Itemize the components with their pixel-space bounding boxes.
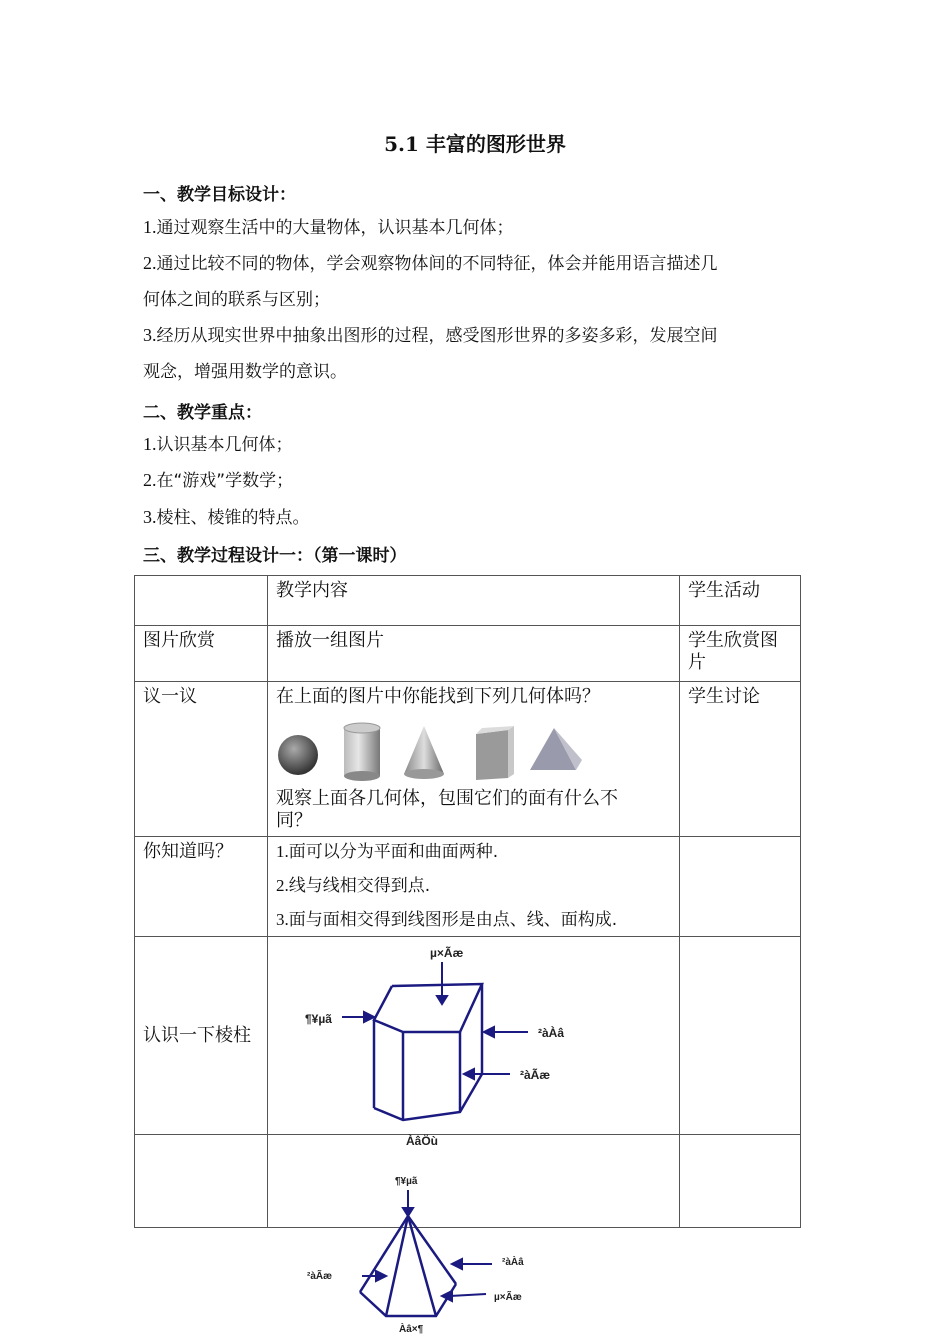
cylinder-shape (344, 723, 380, 781)
section-heading-keypoints: 二、教学重点： (143, 403, 262, 423)
fact-line-1: 1.面可以分为平面和曲面两种. (276, 842, 499, 862)
table-row (135, 837, 801, 937)
pyramid-diagram (300, 1180, 560, 1330)
table-header-row (135, 576, 801, 626)
solids-illustration (276, 720, 596, 784)
table-cell: 认识一下棱柱 (135, 937, 268, 1135)
question-text-2: 观察上面各几何体，包围它们的面有什么不 同？ (276, 788, 618, 831)
goal-item-1: 1.通过观察生活中的大量物体，认识基本几何体； (143, 217, 514, 238)
pyramid-label-bottom: Àâ×¶ (399, 1324, 424, 1335)
table-cell (680, 1135, 801, 1228)
table-header-activity: 学生活动 (680, 576, 801, 626)
table-cell: 图片欣赏 (135, 626, 268, 682)
fact-line-3: 3.面与面相交得到线图形是由点、线、面构成. (276, 910, 618, 930)
table-cell (680, 837, 801, 937)
prism-label-left: ¶¥µã (305, 1012, 332, 1026)
sphere-shape (278, 735, 318, 775)
table-cell: 议一议 (135, 682, 268, 837)
cuboid-shape (476, 726, 514, 780)
table-cell (135, 1135, 268, 1228)
table-cell (680, 937, 801, 1135)
table-cell (268, 837, 680, 937)
keypoint-item-1: 1.认识基本几何体； (143, 434, 293, 455)
question-text: 在上面的图片中你能找到下列几何体吗？ (276, 686, 600, 707)
cone-shape (404, 726, 444, 779)
table-cell: 你知道吗？ (135, 837, 268, 937)
document-title: 5.1 丰富的图形世界 (384, 132, 566, 156)
prism-label-right2: ²àÃæ (520, 1068, 551, 1082)
table-cell: 学生欣赏图 片 (680, 626, 801, 682)
table-row (135, 626, 801, 682)
goal-item-2: 2.通过比较不同的物体，学会观察物体间的不同特征，体会并能用语言描述几 (143, 253, 718, 274)
prism-label-bottom: ÀâÖù (406, 1134, 439, 1148)
fact-line-2: 2.线与线相交得到点. (276, 876, 431, 896)
prism-label-top: µ×Ãæ (430, 946, 464, 960)
table-cell: 学生讨论 (680, 682, 801, 837)
table-header-content: 教学内容 (268, 576, 680, 626)
pyramid-label-right1: ²àÀâ (502, 1257, 524, 1268)
pyramid-label-right2: µ×Ãæ (494, 1292, 522, 1303)
prism-label-right1: ²àÀâ (538, 1026, 565, 1040)
goal-item-2-cont: 何体之间的联系与区别； (143, 290, 330, 310)
keypoint-item-2: 2.在“游戏”学数学； (143, 470, 294, 491)
table-cell: 播放一组图片 (268, 626, 680, 682)
pyramid-shape (530, 728, 582, 770)
pyramid-label-left: ²àÃæ (307, 1271, 333, 1282)
pyramid-label-top: ¶¥µã (395, 1176, 418, 1187)
table-cell (268, 682, 680, 837)
keypoint-item-3: 3.棱柱、棱锥的特点。 (143, 507, 310, 528)
table-row (135, 682, 801, 837)
goal-item-3: 3.经历从现实世界中抽象出图形的过程，感受图形世界的多姿多彩，发展空间 (143, 325, 718, 346)
section-heading-process: 三、教学过程设计一：（第一课时） (143, 546, 407, 566)
prism-diagram (300, 940, 600, 1140)
goal-item-3-cont: 观念，增强用数学的意识。 (143, 362, 347, 382)
table-cell (135, 576, 268, 626)
section-heading-goals: 一、教学目标设计： (143, 185, 296, 205)
